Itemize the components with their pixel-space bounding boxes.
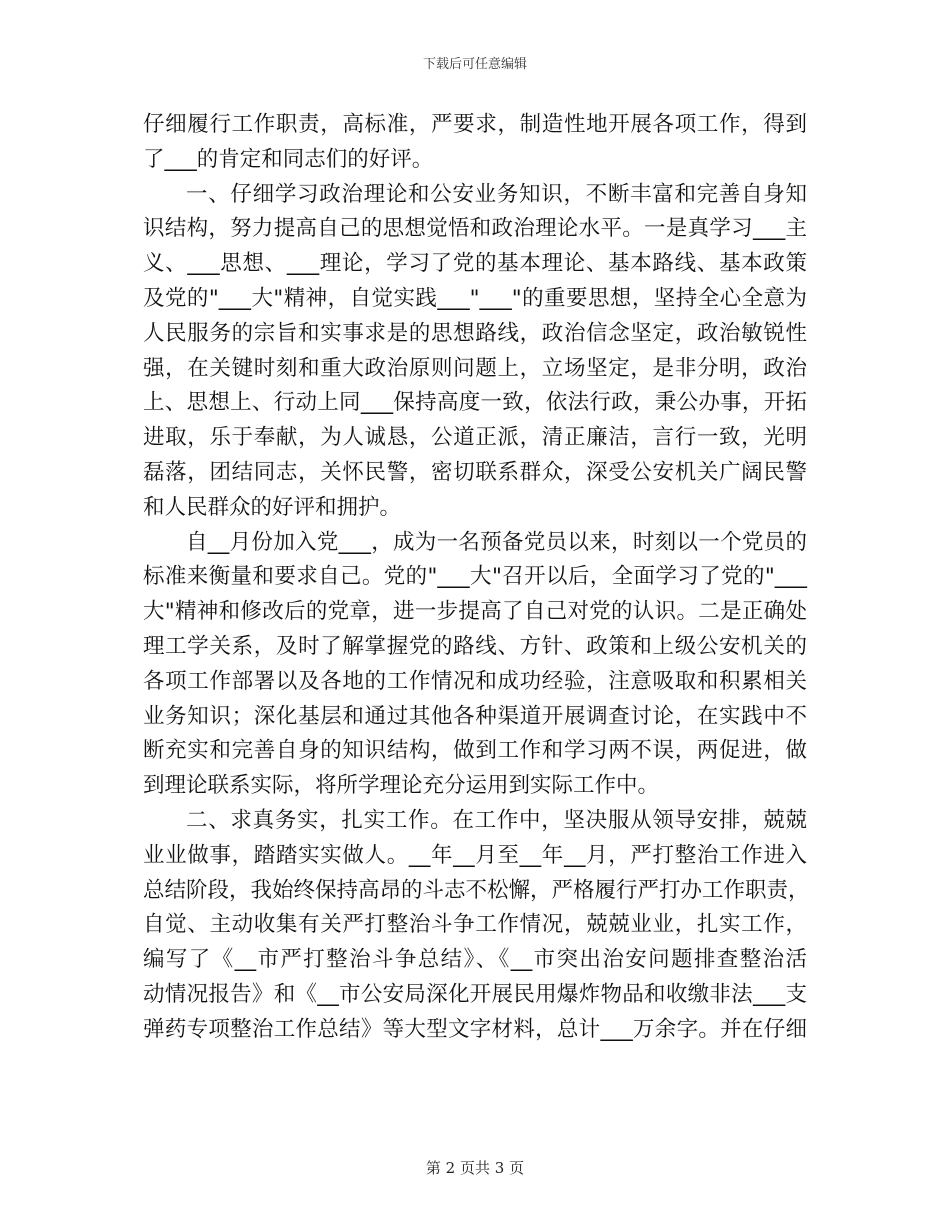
document-body <box>143 108 810 1048</box>
paragraph-line: 自__月份加入党___，成为一名预备党员以来，时刻以一个党员的 <box>186 529 807 555</box>
paragraph-line: 仔细履行工作职责，高标准，严要求，制造性地开展各项工作，得到 <box>143 112 807 137</box>
paragraph <box>143 804 810 1048</box>
paragraph-line: 上、思想上、行动上同___保持高度一致，依法行政，秉公办事，开拓 <box>143 390 807 416</box>
paragraph-line: 义、___思想、___理论，学习了党的基本理论、基本路线、基本政策 <box>143 251 807 277</box>
paragraph-line: 进取，乐于奉献，为人诚恳，公道正派，清正廉洁，言行一致，光明 <box>143 425 807 451</box>
paragraph-line: 人民服务的宗旨和实事求是的思想路线，政治信念坚定，政治敏锐性 <box>143 320 807 346</box>
paragraph-line: 弹药专项整治工作总结》等大型文字材料，总计___万余字。并在仔细 <box>143 1016 807 1042</box>
paragraph-line: 及党的"___大"精神，自觉实践___"___"的重要思想，坚持全心全意为 <box>143 285 807 311</box>
paragraph-line: 一、仔细学习政治理论和公安业务知识，不断丰富和完善自身知 <box>186 181 807 207</box>
page-header: 下载后可任意编辑 <box>422 57 527 72</box>
paragraph-line: 了___的肯定和同志们的好评。 <box>143 146 434 172</box>
paragraph <box>143 108 807 178</box>
page-footer: 第 2 页共 3 页 <box>425 1159 525 1177</box>
paragraph-line: 各项工作部署以及各地的工作情况和成功经验，注意吸取和积累相关 <box>143 668 807 694</box>
paragraph-line: 磊落，团结同志，关怀民警，密切联系群众，深受公安机关广阔民警 <box>143 459 807 485</box>
paragraph-line: 业业做事，踏踏实实做人。__年__月至__年__月，严打整治工作进入 <box>143 842 807 868</box>
paragraph-line: 理工学关系，及时了解掌握党的路线、方针、政策和上级公安机关的 <box>143 633 807 659</box>
paragraph-line: 到理论联系实际，将所学理论充分运用到实际工作中。 <box>143 773 660 799</box>
paragraph-line: 大"精神和修改后的党章，进一步提高了自己对党的认识。二是正确处 <box>143 599 807 625</box>
paragraph <box>143 526 807 804</box>
paragraph-line: 强，在关键时刻和重大政治原则问题上，立场坚定，是非分明，政治 <box>143 355 807 381</box>
paragraph-line: 识结构，努力提高自己的思想觉悟和政治理论水平。一是真学习___主 <box>143 216 807 242</box>
paragraph-line: 断充实和完善自身的知识结构，做到工作和学习两不误，两促进，做 <box>143 738 807 764</box>
paragraph-line: 和人民群众的好评和拥护。 <box>143 494 402 520</box>
paragraph-line: 编写了《__市严打整治斗争总结》、《__市突出治安问题排查整治活 <box>143 947 807 973</box>
paragraph <box>143 178 807 526</box>
paragraph-line: 二、求真务实，扎实工作。在工作中，坚决服从领导安排，兢兢 <box>186 807 807 833</box>
paragraph-line: 标准来衡量和要求自己。党的"___大"召开以后，全面学习了党的"___ <box>143 564 807 590</box>
paragraph-line: 动情况报告》和《__市公安局深化开展民用爆炸物品和收缴非法___支 <box>143 981 807 1007</box>
paragraph-line: 自觉、主动收集有关严打整治斗争工作情况，兢兢业业，扎实工作， <box>143 912 807 938</box>
paragraph-line: 总结阶段，我始终保持高昂的斗志不松懈，严格履行严打办工作职责， <box>143 877 810 903</box>
paragraph-line: 业务知识；深化基层和通过其他各种渠道开展调查讨论，在实践中不 <box>143 703 807 729</box>
